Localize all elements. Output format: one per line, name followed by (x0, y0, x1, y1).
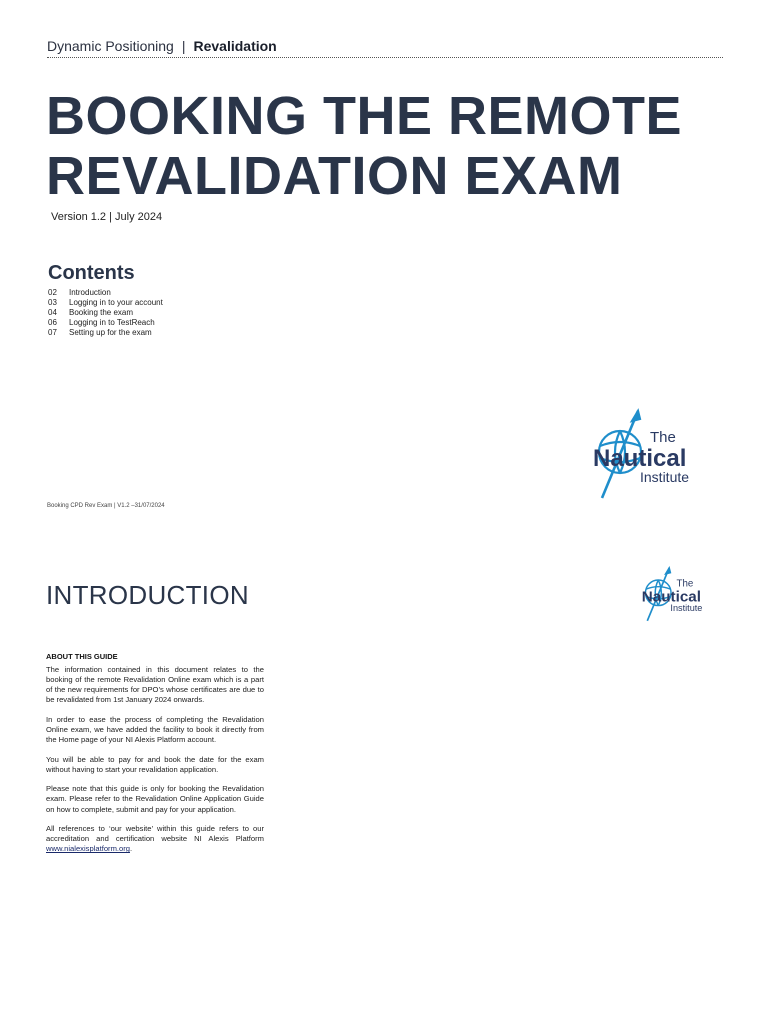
intro-paragraph: The information contained in this document relates to the booking of the remote Revalidation Online exam which is a part of the new requirements for DPO’s whose certificates are due to be revalidated from 1st January 2024 onwards. (46, 665, 264, 705)
toc-page-number: 02 (48, 288, 57, 297)
document-header (47, 38, 723, 58)
logo-text-nautical: Nautical (593, 445, 687, 472)
about-guide-heading: ABOUT THIS GUIDE (46, 652, 118, 661)
page-footer: Booking CPD Rev Exam | V1.2 –31/07/2024 (47, 503, 165, 509)
intro-paragraph: In order to ease the process of completing the Revalidation Online exam, we have added the facility to book it directly from the Home page of your NI Alexis Platform account. (46, 714, 264, 745)
logo-text-the: The (676, 578, 694, 590)
nautical-institute-logo (592, 408, 726, 500)
toc-label: Setting up for the exam (69, 328, 152, 337)
logo-text-institute: Institute (640, 469, 690, 485)
intro-paragraph-end: . (129, 844, 133, 854)
toc-page-number: 06 (48, 318, 57, 327)
toc-label: Logging in to TestReach (69, 318, 155, 327)
version-line: Version 1.2 | July 2024 (51, 211, 163, 223)
logo-text-the: The (650, 429, 676, 446)
header-separator: | (181, 38, 186, 54)
toc-item[interactable] (48, 328, 163, 338)
introduction-body (46, 665, 264, 864)
intro-paragraph (46, 824, 264, 854)
intro-paragraph: You will be able to pay for and book the date for the exam without having to start your revalidation application. (46, 754, 264, 774)
toc-page-number: 03 (48, 298, 57, 307)
toc-item[interactable] (48, 298, 163, 308)
logo-text-nautical: Nautical (641, 588, 701, 606)
toc-page-number: 07 (48, 328, 57, 337)
introduction-heading: INTRODUCTION (46, 580, 249, 610)
toc-item[interactable] (48, 288, 163, 298)
header-section: Dynamic Positioning (47, 38, 174, 54)
contents-heading: Contents (48, 262, 135, 284)
toc-item[interactable] (48, 318, 163, 328)
toc-page-number: 04 (48, 308, 57, 317)
nautical-institute-logo-small (640, 566, 724, 622)
intro-paragraph-text: All references to ‘our website’ within this guide refers to our accreditation and certification website NI Alexis Platform (46, 824, 264, 844)
title-line-1: BOOKING THE REMOTE (46, 86, 683, 146)
toc-label: Booking the exam (69, 308, 134, 317)
header-subsection: Revalidation (193, 38, 277, 54)
toc-label: Introduction (69, 288, 111, 297)
table-of-contents (48, 288, 163, 338)
intro-paragraph: Please note that this guide is only for booking the Revalidation exam. Please refer to the Revalidation Online Application Guide on how to complete, submit and pay for your application. (46, 784, 264, 814)
website-link[interactable]: www.nialexisplatform.org (46, 844, 130, 854)
title-line-2: REVALIDATION EXAM (46, 146, 623, 206)
toc-label: Logging in to your account (69, 298, 163, 307)
document-title (46, 86, 682, 206)
logo-text-institute: Institute (670, 603, 703, 614)
toc-item[interactable] (48, 308, 163, 318)
